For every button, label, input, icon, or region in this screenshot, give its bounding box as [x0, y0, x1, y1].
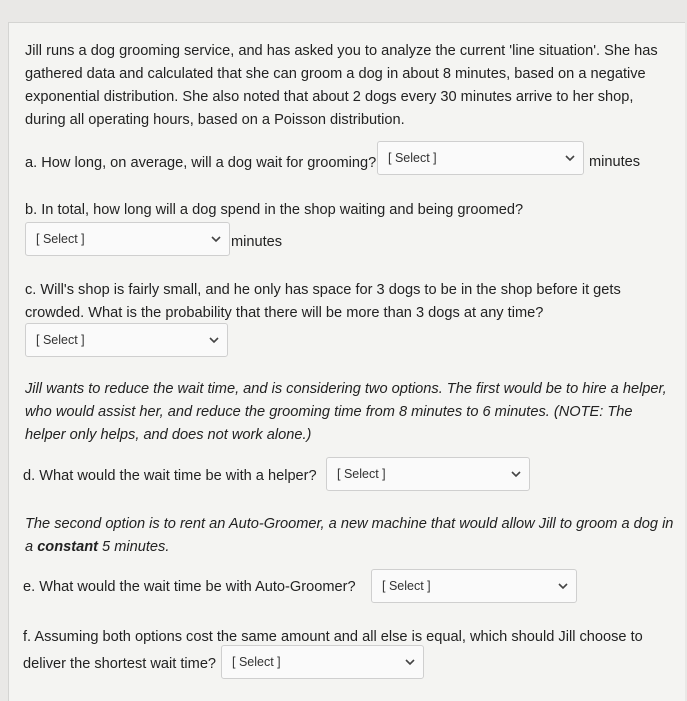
question-f-line2: deliver the shortest wait time?	[23, 656, 217, 672]
question-a: a. How long, on average, will a dog wait for grooming?	[25, 155, 377, 171]
select-b-label: [ Select ]	[36, 232, 85, 246]
select-a[interactable]	[377, 141, 584, 175]
select-b[interactable]	[25, 222, 230, 256]
question-d: d. What would the wait time be with a helper?	[23, 468, 317, 484]
select-c-label: [ Select ]	[36, 333, 85, 347]
select-d[interactable]	[326, 457, 530, 491]
question-f-line1: f. Assuming both options cost the same amount and all else is equal, which should Jill choose to	[23, 629, 643, 645]
select-c[interactable]	[25, 323, 228, 357]
auto-groomer-note	[25, 513, 675, 559]
helper-option-note: Jill wants to reduce the wait time, and is considering two options. The first would be to hire a helper, who would assist her, and reduce the grooming time from 8 minutes to 6 minutes. (NOTE: The helper only helps, and does not work alone.)	[25, 381, 667, 443]
auto-groomer-note-emphasis: constant	[37, 539, 98, 555]
select-e[interactable]	[371, 569, 577, 603]
chevron-down-icon	[558, 581, 568, 591]
question-e: e. What would the wait time be with Auto-Groomer?	[23, 579, 356, 595]
chevron-down-icon	[405, 657, 415, 667]
chevron-down-icon	[511, 469, 521, 479]
chevron-down-icon	[211, 234, 221, 244]
select-e-label: [ Select ]	[382, 579, 431, 593]
select-d-label: [ Select ]	[337, 467, 386, 481]
select-a-label: [ Select ]	[388, 151, 437, 165]
select-f[interactable]	[221, 645, 424, 679]
unit-a: minutes	[589, 154, 641, 170]
question-c: c. Will's shop is fairly small, and he only has space for 3 dogs to be in the shop before it gets crowded. What is the probability that there will be more than 3 dogs at any time?	[25, 282, 621, 321]
unit-b: minutes	[231, 234, 283, 250]
chevron-down-icon	[565, 153, 575, 163]
intro-paragraph: Jill runs a dog grooming service, and has asked you to analyze the current 'line situation'. She has gathered data and calculated that she can groom a dog in about 8 minutes, based on a negative exponential distribution. She also noted that about 2 dogs every 30 minutes arrive to her shop, during all operating hours, based on a Poisson distribution.	[25, 43, 658, 128]
chevron-down-icon	[209, 335, 219, 345]
select-f-label: [ Select ]	[232, 655, 281, 669]
auto-groomer-note-text: The second option is to rent an Auto-Groomer, a new machine that would allow Jill to groom a dog in a	[25, 516, 674, 555]
question-b: b. In total, how long will a dog spend in the shop waiting and being groomed?	[25, 202, 524, 218]
auto-groomer-note-end: 5 minutes.	[98, 539, 170, 555]
question-page	[8, 22, 685, 701]
